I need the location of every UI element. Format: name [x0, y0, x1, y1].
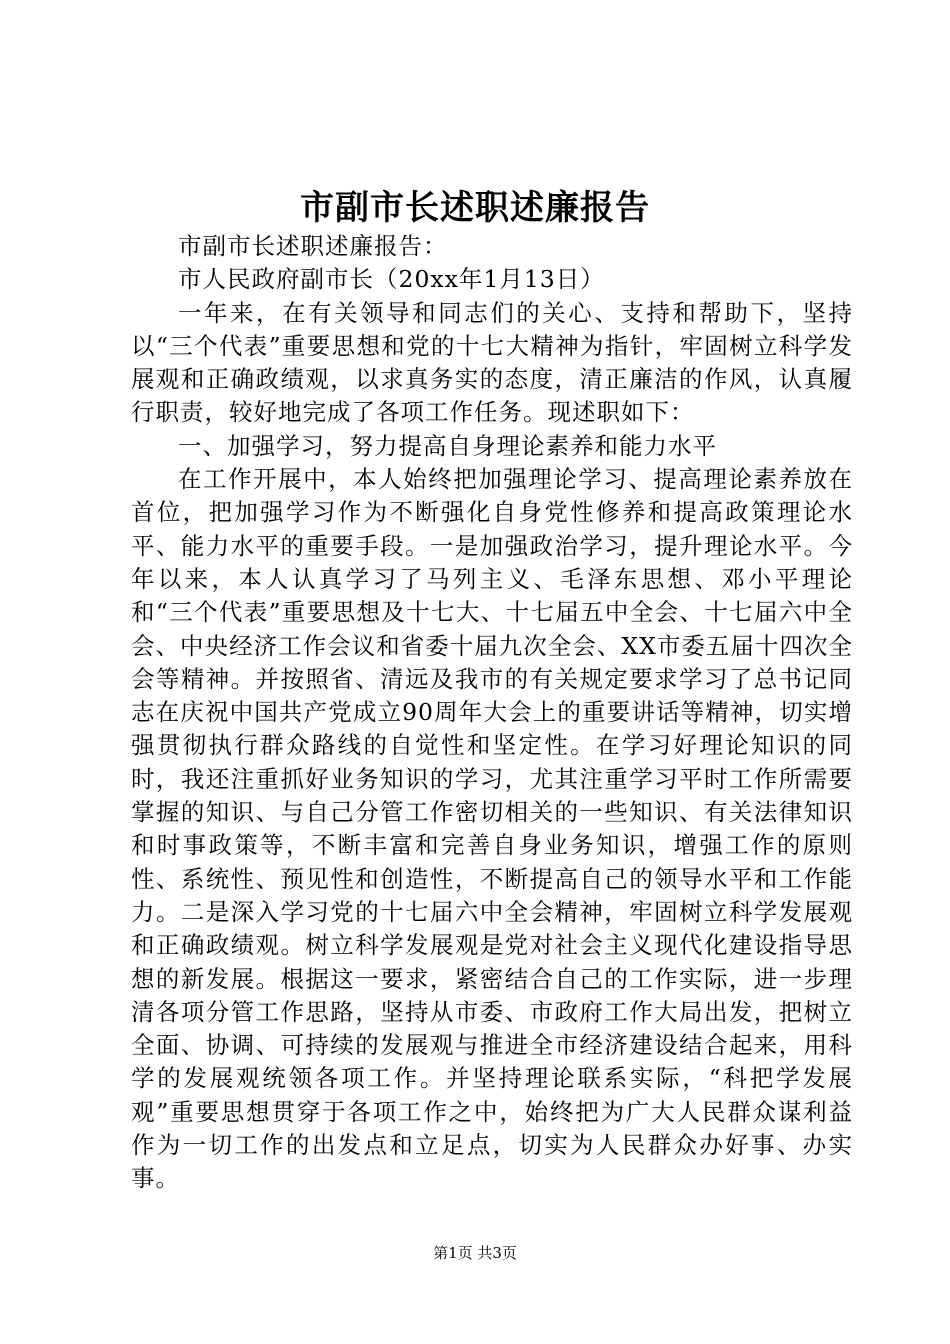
- intro-paragraph: 一年来，在有关领导和同志们的关心、支持和帮助下，坚持以“三个代表”重要思想和党的十七大精神为指针，牢固树立科学发展观和正确政绩观，以求真务实的态度，清正廉洁的作风，认真履行职责，较好地完成了各项工作任务。现述职如下：: [131, 298, 853, 427]
- document-body: [131, 230, 853, 1196]
- report-heading-line: 市副市长述职述廉报告：: [178, 232, 448, 260]
- section-heading: 一、加强学习，努力提高自身理论素养和能力水平: [178, 431, 717, 460]
- author-date-line: 市人民政府副市长（20xx年1月13日）: [178, 265, 605, 294]
- body-paragraph: 在工作开展中，本人始终把加强理论学习、提高理论素养放在首位，把加强学习作为不断强化自身党性修养和提高政策理论水平、能力水平的重要手段。一是加强政治学习，提升理论水平。今年以来，本人认真学习了马列主义、毛泽东思想、邓小平理论和“三个代表”重要思想及十七大、十七届五中全会、十七届六中全会、中央经济工作会议和省委十届九次全会、XX市委五届十四次全会等精神。并按照省、清远及我市的有关规定要求学习了总书记同志在庆祝中国共产党成立90周年大会上的重要讲话等精神，切实增强贯彻执行群众路线的自觉性和坚定性。在学习好理论知识的同时，我还注重抓好业务知识的学习，尤其注重学习平时工作所需要掌握的知识、与自己分管工作密切相关的一些知识、有关法律知识和时事政策等，不断丰富和完善自身业务知识，增强工作的原则性、系统性、预见性和创造性，不断提高自己的领导水平和工作能力。二是深入学习党的十七届六中全会精神，牢固树立科学发展观和正确政绩观。树立科学发展观是党对社会主义现代化建设指导思想的新发展。根据这一要求，紧密结合自己的工作实际，进一步理清各项分管工作思路，坚持从市委、市政府工作大局出发，把树立全面、协调、可持续的发展观与推进全市经济建设结合起来，用科学的发展观统领各项工作。并坚持理论联系实际，“科把学发展观”重要思想贯穿于各项工作之中，始终把为广大人民群众谋利益作为一切工作的出发点和立足点，切实为人民群众办好事、办实事。: [131, 465, 853, 1193]
- page-footer: 第1页 共3页: [433, 1244, 517, 1262]
- document-title: 市副市长述职述廉报告: [300, 188, 650, 228]
